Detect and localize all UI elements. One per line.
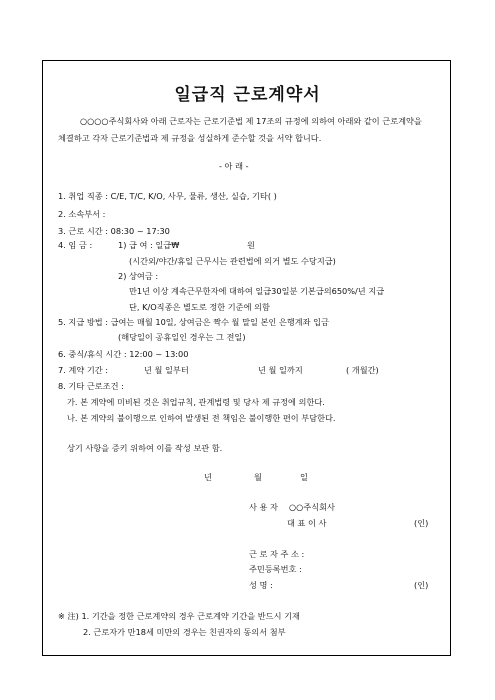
wage-bonus-note-1: 만1년 이상 계속근무한자에 대하여 일급30일분 기본급의650%/년 지급 [129, 286, 385, 296]
date-month: 월 [254, 472, 262, 482]
wage-daily-unit: 원 [247, 240, 255, 250]
wage-bonus: 2) 상여금 : [118, 271, 159, 281]
item-contract-term: 7. 계약 기간 : [58, 365, 109, 375]
section-heading: - 아 래 - [219, 161, 249, 171]
payment-note: (해당일이 공휴일인 경우는 그 전일) [118, 332, 246, 342]
term-months: ( 개월간) [346, 365, 379, 375]
item-work-hours: 3. 근로 시간 : 08:30 ~ 17:30 [58, 226, 170, 236]
intro-line-1: ○○○○주식회사와 아래 근로자는 근로기준법 제 17조의 규정에 의하여 아래와 같이 근로계약을 [80, 116, 422, 126]
wage-daily: 1) 급 여 : 일급₩ [118, 240, 180, 250]
item-department: 2. 소속부서 : [58, 209, 106, 219]
item-other-conditions: 8. 기타 근로조건 : [58, 381, 124, 391]
page-title: 일급직 근로계약서 [174, 85, 321, 105]
wage-daily-note: (시간외/야간/휴일 근무시는 관련법에 의거 별도 수당지급) [129, 256, 336, 266]
other-condition-a: 가. 본 계약에 미비된 것은 취업규칙, 관계법령 및 당사 제 규정에 의한다. [67, 397, 325, 407]
employer-company: ○○주식회사 [289, 502, 335, 512]
term-start: 년 월 일부터 [144, 365, 189, 375]
employee-name: 성 명 : [249, 580, 273, 590]
item-break-time: 6. 중식/휴식 시간 : 12:00 ~ 13:00 [58, 349, 189, 359]
item-job-type: 1. 취업 직종 : C/E, T/C, K/O, 사무, 물류, 생산, 실습, 기타( ) [58, 191, 277, 201]
item-wage-label: 4. 임 금 : [58, 240, 93, 250]
item-payment-method: 5. 지급 방법 : 급여는 매월 10일, 상여금은 짝수 월 말일 본인 은행계좌 입금 [58, 317, 329, 327]
wage-bonus-note-2: 단, K/O직종은 별도로 정한 기준에 의함 [129, 302, 270, 312]
term-end: 년 월 일까지 [258, 365, 303, 375]
employer-seal: (인) [414, 518, 429, 528]
note-line-1: ※ 注) 1. 기간을 정한 근로계약의 경우 근로계약 기간을 반드시 기재 [58, 611, 300, 621]
date-day: 일 [300, 472, 308, 482]
note-line-2: 2. 근로자가 만18세 미만의 경우는 친권자의 동의서 첨부 [83, 627, 286, 637]
employee-id-number: 주민등록번호 : [249, 564, 302, 574]
employer-representative: 대 표 이 사 [287, 518, 327, 528]
other-condition-b: 나. 본 계약의 불이행으로 인하여 발생된 전 책임은 불이행한 편이 부담한다. [67, 413, 336, 423]
closing-statement: 상기 사항을 증키 위하여 이를 작성 보관 함. [67, 443, 223, 453]
date-year: 년 [204, 472, 212, 482]
employer-label: 사 용 자 [249, 502, 278, 512]
employee-seal: (인) [414, 580, 429, 590]
employee-address: 근 로 자 주 소 : [249, 549, 305, 559]
intro-line-2: 체결하고 각자 근로기준법과 제 규정을 성실하게 준수할 것을 서약 합니다. [58, 133, 322, 143]
